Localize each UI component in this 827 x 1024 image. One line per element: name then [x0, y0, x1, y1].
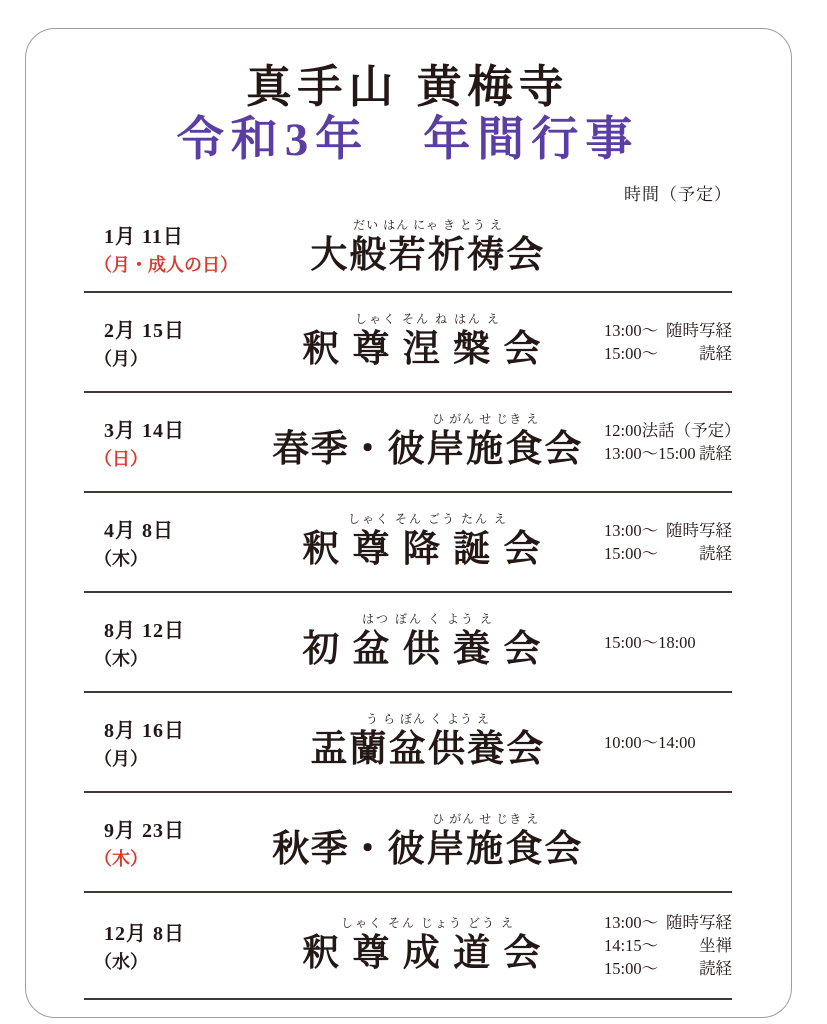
- annual-events-title: 令和3年 年間行事: [176, 114, 640, 166]
- event-furigana: ひ がん せ じき え: [387, 812, 584, 826]
- event-kanji: 釈尊降誕会: [302, 529, 554, 570]
- event-name-cell: [242, 612, 604, 672]
- event-kanji: 初盆供養会: [302, 629, 554, 670]
- event-title: [272, 812, 584, 872]
- event-furigana: しゃく そん ね はん え: [302, 312, 554, 326]
- event-kanji: 彼岸施食会: [387, 829, 584, 870]
- event-row-march: [84, 393, 741, 493]
- time-activity: 随時写経: [666, 913, 732, 932]
- time-value: 15:00〜18:00: [604, 632, 696, 652]
- event-prefix: 春季・: [272, 429, 388, 470]
- date-text: 1月 11日: [104, 225, 184, 248]
- event-times: [604, 519, 732, 565]
- time-value: 13:00〜15:00: [604, 444, 696, 463]
- day-of-week: （月・成人の日）: [94, 254, 238, 275]
- date-text: 8月 12日: [104, 619, 185, 642]
- date-text: 8月 16日: [104, 719, 185, 742]
- time-value: 15:00〜: [604, 544, 659, 563]
- page-frame: [25, 28, 792, 1018]
- event-kanji: 大般若祈祷会: [310, 235, 546, 276]
- event-title: [302, 916, 554, 976]
- time-entry: [604, 319, 732, 342]
- event-date: [84, 514, 242, 571]
- event-kanji: 彼岸施食会: [387, 429, 584, 470]
- time-value: 15:00〜: [604, 344, 659, 363]
- event-name-cell: [242, 812, 604, 872]
- event-title: [302, 512, 554, 572]
- event-name-cell: [242, 916, 604, 976]
- event-kanji: 盂蘭盆供養会: [310, 729, 546, 770]
- event-furigana: だい はん にゃ き とう え: [310, 218, 546, 232]
- event-name-cell: [242, 512, 604, 572]
- event-furigana: う ら ぼん く よう え: [310, 712, 546, 726]
- event-row-august-12: [84, 593, 732, 693]
- day-of-week: （木）: [94, 548, 148, 569]
- day-of-week: （水）: [94, 952, 148, 972]
- event-ruby: [302, 312, 554, 370]
- event-title: [310, 218, 545, 278]
- event-date: [84, 714, 242, 771]
- event-row-april: [84, 493, 732, 593]
- event-name-cell: [242, 218, 604, 278]
- event-times: [604, 419, 741, 465]
- event-kanji: 釈尊成道会: [302, 932, 554, 974]
- event-title: [302, 612, 554, 672]
- time-column-header: 時間（予定）: [624, 185, 732, 204]
- event-name-cell: [242, 312, 604, 372]
- event-ruby: [310, 218, 546, 276]
- event-times: [604, 911, 732, 980]
- event-times: [604, 319, 732, 365]
- time-entry: [604, 342, 732, 365]
- event-ruby: [387, 812, 584, 870]
- event-prefix: 秋季・: [272, 829, 388, 870]
- event-row-january: [84, 205, 732, 293]
- event-times: [604, 731, 732, 754]
- day-of-week: （月）: [94, 348, 148, 369]
- event-row-september: [84, 793, 732, 893]
- time-value: 15:00〜: [604, 959, 659, 978]
- event-title: [310, 712, 545, 772]
- page-content: [84, 29, 741, 1000]
- day-of-week: （月）: [94, 748, 148, 769]
- event-date: [84, 414, 242, 471]
- time-entry: [604, 731, 732, 754]
- day-of-week: （木）: [94, 848, 148, 869]
- event-row-february: [84, 293, 732, 393]
- event-date: [84, 220, 242, 277]
- time-entry: [604, 542, 732, 565]
- event-ruby: [302, 512, 554, 570]
- time-activity: 読経: [699, 444, 732, 463]
- event-title: [272, 412, 584, 472]
- event-furigana: ひ がん せ じき え: [387, 412, 584, 426]
- time-value: 13:00〜: [604, 913, 659, 932]
- temple-name-title: 真手山 黄梅寺: [246, 62, 570, 112]
- date-text: 3月 14日: [104, 419, 185, 442]
- event-row-august-16: [84, 693, 732, 793]
- time-activity: 随時写経: [666, 321, 732, 340]
- event-ruby: [387, 412, 584, 470]
- time-activity: 読経: [699, 544, 732, 563]
- event-date: [84, 614, 242, 671]
- time-activity: 読経: [699, 959, 732, 978]
- time-entry: [604, 934, 732, 957]
- time-activity: 読経: [699, 344, 732, 363]
- event-furigana: しゃく そん じょう どう え: [302, 915, 554, 930]
- time-entry: [604, 911, 732, 934]
- date-text: 9月 23日: [104, 819, 185, 842]
- time-value: 14:15〜: [604, 936, 659, 955]
- event-furigana: しゃく そん ごう たん え: [302, 512, 554, 526]
- event-name-cell: [242, 412, 604, 472]
- day-of-week: （日）: [94, 448, 148, 469]
- event-row-december: [84, 893, 732, 1000]
- event-ruby: [302, 915, 554, 974]
- time-value: 13:00〜: [604, 521, 659, 540]
- time-entry: [604, 442, 732, 465]
- time-entry: [604, 519, 732, 542]
- event-kanji: 釈尊涅槃会: [302, 329, 554, 370]
- time-entry: [604, 631, 732, 654]
- date-text: 12月 8日: [104, 923, 185, 945]
- day-of-week: （木）: [94, 648, 148, 669]
- time-value: 12:00: [604, 421, 642, 440]
- event-furigana: はつ ぼん く よう え: [302, 612, 554, 626]
- time-value: 10:00〜14:00: [604, 732, 696, 752]
- time-activity: 随時写経: [666, 521, 732, 540]
- event-date: [84, 917, 242, 974]
- event-ruby: [302, 612, 554, 670]
- time-entry: [604, 957, 732, 980]
- event-ruby: [310, 712, 546, 770]
- date-text: 2月 15日: [104, 319, 185, 342]
- event-date: [84, 314, 242, 371]
- event-title: [302, 312, 554, 372]
- time-activity: 法話（予定）: [641, 421, 741, 440]
- time-value: 13:00〜: [604, 321, 659, 340]
- event-date: [84, 814, 242, 871]
- time-activity: 坐禅: [699, 936, 732, 955]
- date-text: 4月 8日: [104, 519, 174, 542]
- event-name-cell: [242, 712, 604, 772]
- time-entry: [604, 419, 741, 442]
- event-times: [604, 631, 732, 654]
- event-rows: [84, 205, 741, 1000]
